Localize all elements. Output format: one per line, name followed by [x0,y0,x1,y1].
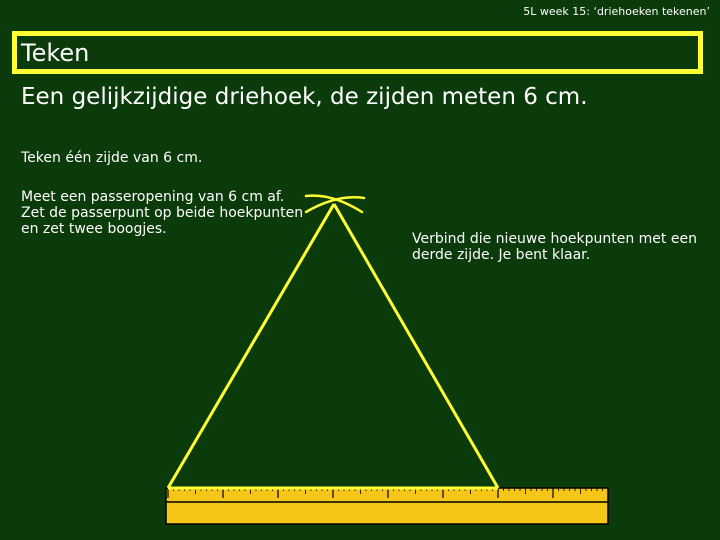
triangle [168,204,498,488]
header-note: 5L week 15: ‘driehoeken tekenen’ [523,5,710,18]
page-title: Teken [21,39,90,67]
ruler-body [166,488,608,524]
step-2-text: Meet een passeropening van 6 cm af. Zet de passerpunt op beide hoekpunten en zet twee boogjes. [21,189,304,237]
triangle-right-side [334,204,498,488]
triangle-left-side [168,204,334,488]
step-3-text: Verbind die nieuwe hoekpunten met een derde zijde. Je bent klaar. [412,231,697,263]
subtitle: Een gelijkzijdige driehoek, de zijden meten 6 cm. [21,84,588,110]
ruler [166,488,608,524]
step-1-text: Teken één zijde van 6 cm. [21,150,203,166]
